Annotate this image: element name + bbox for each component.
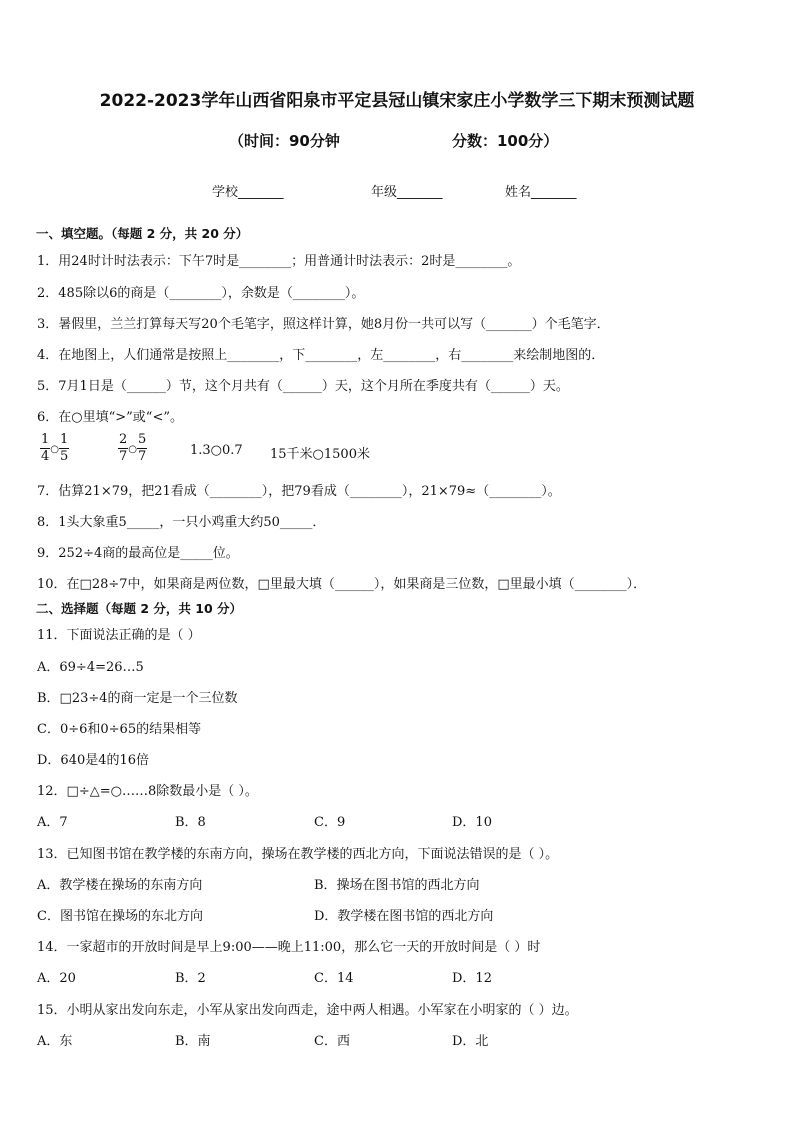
name-field: 姓名_______ xyxy=(505,185,577,200)
question-13: 13．已知图书馆在教学楼的东南方向，操场在教学楼的西北方向，下面说法错误的是（ ）。 xyxy=(37,847,559,862)
question-7: 7．估算21×79，把21看成（________），把79看成（________），21×79≈（________）。 xyxy=(37,484,561,499)
comparison-fractions-1 xyxy=(40,432,69,465)
question-14: 14．一家超市的开放时间是早上9:00——晚上11:00，那么它一天的开放时间是（ ）时 xyxy=(37,940,541,955)
question-2: 2．485除以6的商是（________），余数是（________）。 xyxy=(37,286,365,301)
page-title: 2022-2023学年山西省阳泉市平定县冠山镇宋家庄小学数学三下期末预测试题 xyxy=(99,91,695,111)
q13-option-c: C．图书馆在操场的东北方向 xyxy=(37,909,203,924)
question-1: 1．用24时计时法表示：下午7时是________；用普通计时法表示：2时是________。 xyxy=(37,254,521,269)
q12-option-c: C．9 xyxy=(314,815,346,830)
question-10: 10．在□28÷7中，如果商是两位数，□里最大填（______），如果商是三位数，□里最小填（________）． xyxy=(37,577,647,592)
q13-option-a: A．教学楼在操场的东南方向 xyxy=(37,878,203,893)
compare-circle: ○ xyxy=(128,444,138,455)
q13-option-b: B．操场在图书馆的西北方向 xyxy=(314,878,480,893)
q15-option-a: A．东 xyxy=(37,1034,73,1049)
q12-option-b: B．8 xyxy=(175,815,206,830)
q11-option-c: C．0÷6和0÷65的结果相等 xyxy=(37,722,202,737)
school-field: 学校_______ xyxy=(212,185,284,200)
question-3: 3．暑假里，兰兰打算每天写20个毛笔字，照这样计算，她8月份一共可以写（_______）个毛笔字． xyxy=(37,317,610,332)
question-11: 11．下面说法正确的是（ ） xyxy=(37,628,201,643)
q15-option-d: D．北 xyxy=(452,1034,489,1049)
question-5: 5．7月1日是（______）节，这个月共有（______）天，这个月所在季度共有（______）天。 xyxy=(37,379,569,394)
q11-option-b: B．□23÷4的商一定是一个三位数 xyxy=(37,691,238,706)
fraction: $\frac{2}{7}$ xyxy=(119,432,128,464)
fraction: $\frac{1}{5}$ xyxy=(60,432,69,464)
q15-option-c: C．西 xyxy=(314,1034,350,1049)
q11-option-a: A．69÷4=26…5 xyxy=(37,660,144,675)
fraction: $\frac{1}{4}$ xyxy=(41,432,50,464)
score-label: 分数：100分） xyxy=(452,132,559,150)
section-heading-choice: 二、选择题（每题 2 分，共 10 分） xyxy=(36,601,243,616)
question-4: 4．在地图上，人们通常是按照上________，下________，左________，右________来绘制地图的． xyxy=(37,348,605,363)
q11-option-d: D．640是4的16倍 xyxy=(37,753,150,768)
question-8: 8．1头大象重5_____，一只小鸡重大约50_____． xyxy=(37,515,326,530)
compare-circle: ○ xyxy=(50,444,60,455)
question-15: 15．小明从家出发向东走，小军从家出发向西走，途中两人相遇。小军家在小明家的（ ）边。 xyxy=(37,1003,578,1018)
question-9: 9．252÷4商的最高位是_____位。 xyxy=(37,546,239,561)
comparison-units: 15千米○1500米 xyxy=(270,447,370,462)
q13-option-d: D．教学楼在图书馆的西北方向 xyxy=(314,909,494,924)
q14-option-a: A．20 xyxy=(37,971,76,986)
fraction: $\frac{5}{7}$ xyxy=(138,432,147,464)
comparison-fractions-2 xyxy=(118,432,147,465)
time-label: （时间：90分钟 xyxy=(229,132,340,150)
q14-option-d: D．12 xyxy=(452,971,492,986)
section-heading-fill-blank: 一、填空题。（每题 2 分，共 20 分） xyxy=(36,226,249,241)
q12-option-a: A．7 xyxy=(37,815,68,830)
q12-option-d: D．10 xyxy=(452,815,492,830)
q15-option-b: B．南 xyxy=(175,1034,211,1049)
comparison-decimals: 1.3○0.7 xyxy=(190,443,243,458)
question-6: 6．在○里填“>”或“<”。 xyxy=(37,410,183,425)
q14-option-b: B．2 xyxy=(175,971,206,986)
q14-option-c: C．14 xyxy=(314,971,354,986)
grade-field: 年级_______ xyxy=(371,185,443,200)
question-12: 12．□÷△=○……8除数最小是（ ）。 xyxy=(37,784,258,799)
